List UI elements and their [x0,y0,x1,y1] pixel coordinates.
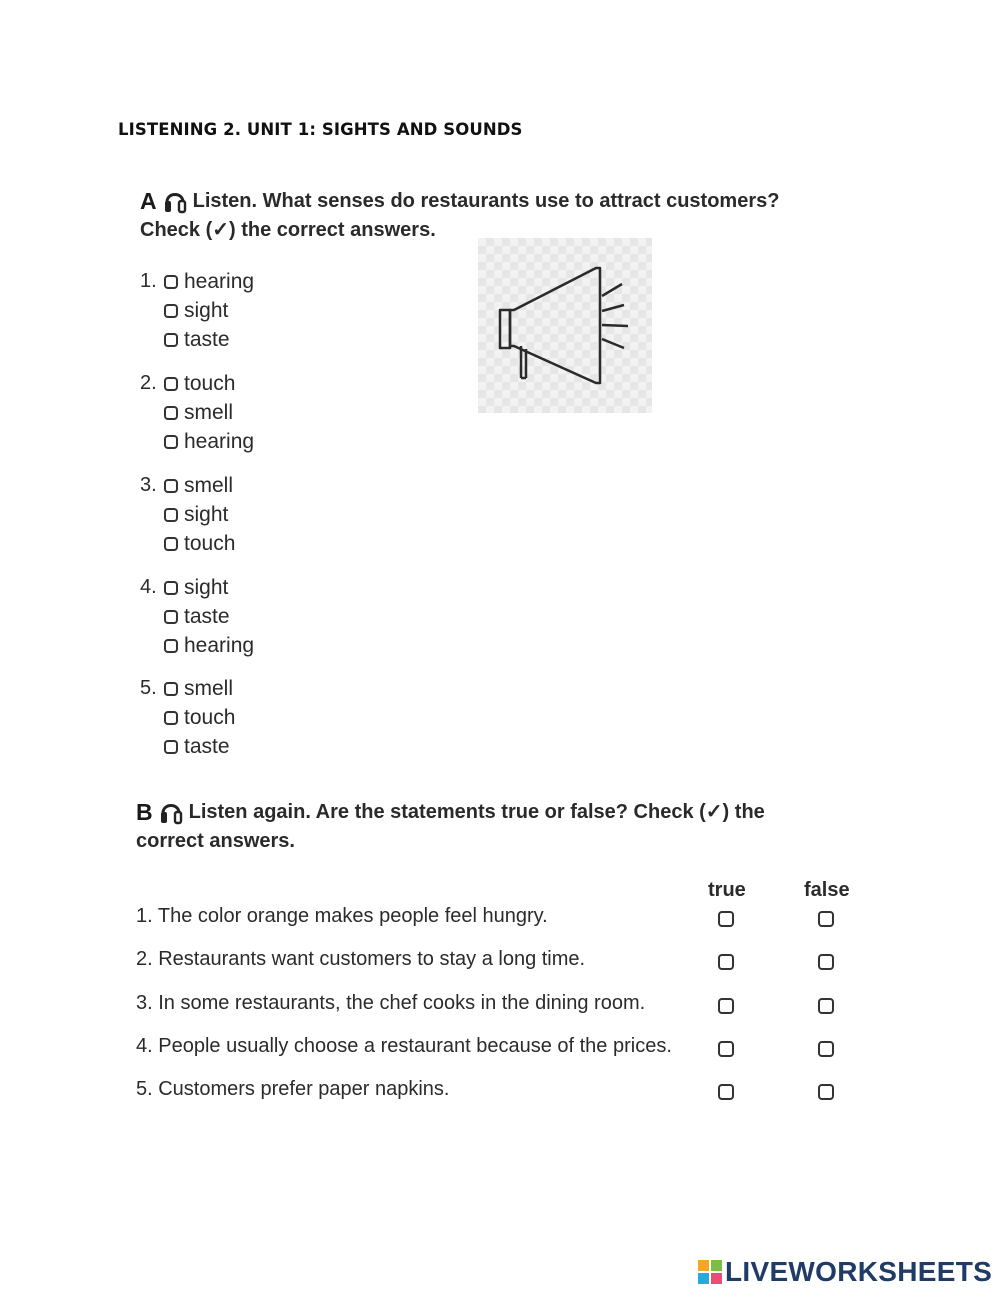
column-false-header: false [804,879,850,901]
section-a-instruction-line2: Check (✓) the correct answers. [140,219,436,241]
statement-text: 5. Customers prefer paper napkins. [136,1078,450,1100]
question-group-1 [140,267,254,354]
option-label: hearing [184,269,255,293]
false-checkbox[interactable] [818,954,834,970]
false-checkbox[interactable] [818,1084,834,1100]
question-group-4 [140,573,254,660]
false-checkbox[interactable] [818,911,834,927]
statement-text: 1. The color orange makes people feel hungry. [136,905,548,927]
section-b-instruction [136,797,765,856]
megaphone-image [478,238,652,413]
option-label: touch [184,705,236,729]
answer-checkbox[interactable] [164,435,178,449]
answer-checkbox[interactable] [164,581,178,595]
answer-checkbox[interactable] [164,479,178,493]
section-b-instruction-line1: Listen again. Are the statements true or false? Check (✓) the [188,800,765,823]
answer-checkbox[interactable] [164,304,178,318]
option-label: taste [184,604,230,628]
section-b-instruction-line2: correct answers. [136,830,295,852]
headphones-icon [163,186,187,216]
question-number: 4. [140,576,157,598]
statement-text: 3. In some restaurants, the chef cooks in the dining room. [136,992,646,1014]
answer-checkbox[interactable] [164,711,178,725]
section-a-instruction-line1: Listen. What senses do restaurants use to attract customers? [192,189,780,212]
true-checkbox[interactable] [718,1041,734,1057]
answer-checkbox[interactable] [164,537,178,551]
option-label: touch [184,371,236,395]
section-a-letter: A [140,187,157,214]
answer-checkbox[interactable] [164,740,178,754]
question-group-2 [140,369,254,456]
answer-checkbox[interactable] [164,508,178,522]
answer-checkbox[interactable] [164,333,178,347]
option-label: smell [184,400,234,424]
statement-row [136,1076,856,1106]
option-label: sight [184,575,229,599]
option-label: hearing [184,633,255,657]
headphones-icon [159,797,183,827]
liveworksheets-logo-icon [697,1259,723,1285]
statement-text: 2. Restaurants want customers to stay a long time. [136,948,586,970]
true-checkbox[interactable] [718,998,734,1014]
option-label: touch [184,531,236,555]
false-checkbox[interactable] [818,1041,834,1057]
statement-text: 4. People usually choose a restaurant because of the prices. [136,1035,672,1057]
answer-checkbox[interactable] [164,639,178,653]
section-a-instruction [140,186,779,245]
section-b-letter: B [136,798,153,825]
option-label: sight [184,298,229,322]
statement-row [136,990,856,1020]
megaphone-icon [478,238,652,413]
true-checkbox[interactable] [718,1084,734,1100]
answer-checkbox[interactable] [164,682,178,696]
option-label: taste [184,734,230,758]
answer-checkbox[interactable] [164,610,178,624]
question-group-3 [140,471,235,558]
option-label: sight [184,502,229,526]
liveworksheets-logo [697,1256,992,1288]
question-number: 1. [140,270,157,292]
option-label: smell [184,473,234,497]
statement-row [136,903,856,933]
question-number: 3. [140,474,157,496]
brand-text: LIVEWORKSHEETS [725,1256,993,1287]
answer-checkbox[interactable] [164,377,178,391]
answer-checkbox[interactable] [164,275,178,289]
false-checkbox[interactable] [818,998,834,1014]
question-number: 5. [140,677,157,699]
option-label: taste [184,327,230,351]
page-title: LISTENING 2. UNIT 1: SIGHTS AND SOUNDS [118,120,523,139]
true-checkbox[interactable] [718,954,734,970]
question-number: 2. [140,372,157,394]
option-label: hearing [184,429,255,453]
question-group-5 [140,674,235,761]
column-true-header: true [708,879,746,901]
answer-checkbox[interactable] [164,406,178,420]
statement-row [136,1033,856,1063]
option-label: smell [184,676,234,700]
statement-row [136,946,856,976]
true-checkbox[interactable] [718,911,734,927]
